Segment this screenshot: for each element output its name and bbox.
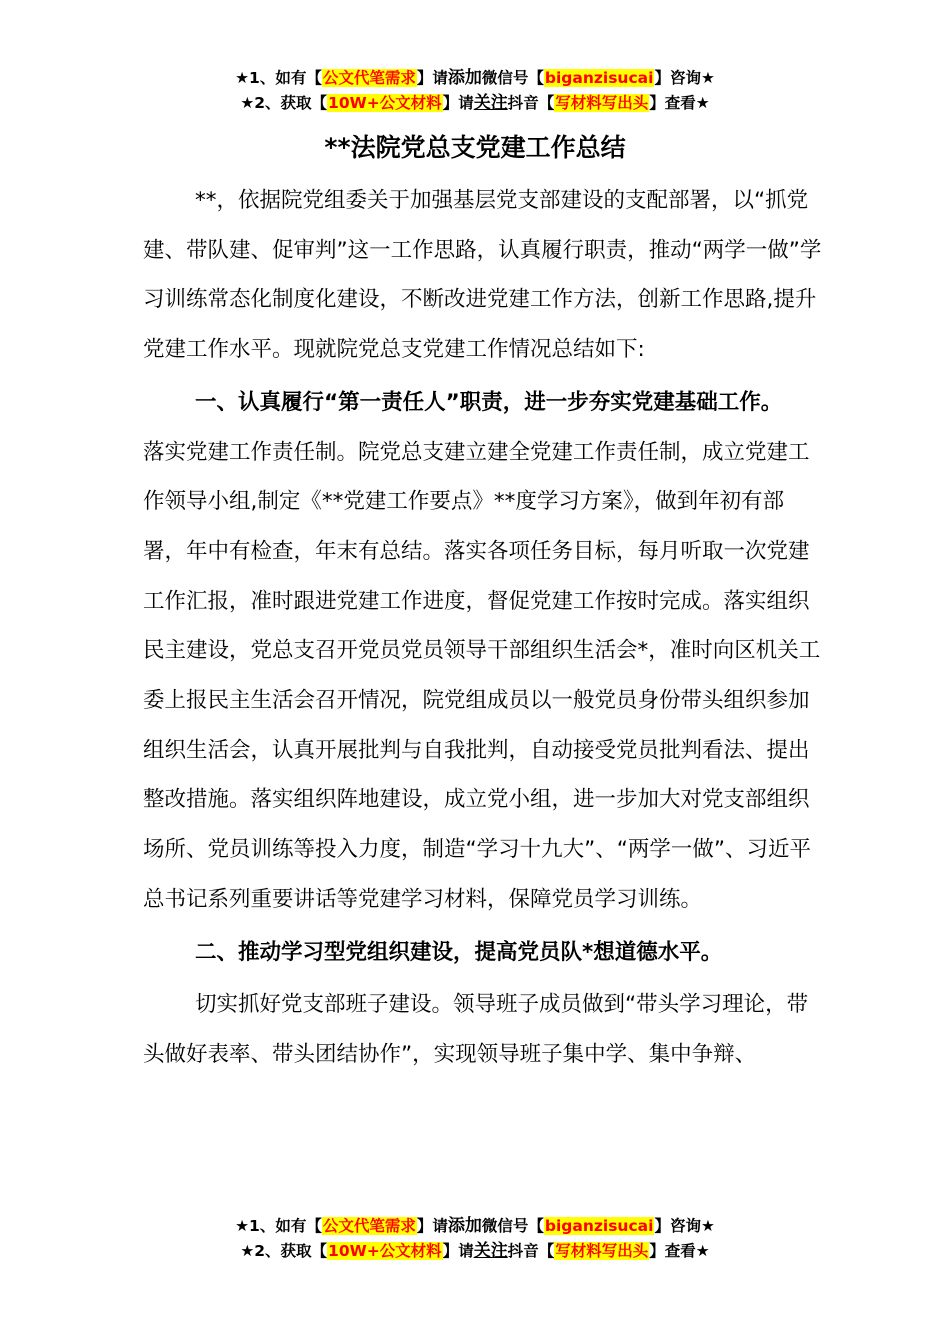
promo-emphasis: 添加 [447,1216,482,1236]
promo-text: 抖音【 [507,94,555,112]
promo-text: ★1、如有【 [235,69,322,87]
promo-highlight: 公文代笔需求 [322,1217,416,1235]
promo-text: 】咨询★ [654,69,715,87]
document-title: **法院党总支党建工作总结 [324,133,626,162]
promo-banner-top [0,66,950,116]
promo-text: 抖音【 [507,1242,555,1260]
promo-text: 】请 [442,1242,474,1260]
promo-text: ★2、获取【 [240,1242,328,1260]
promo-text: 】请 [416,69,448,87]
section-heading-2: 二、推动学习型党组织建设，提高党员队*想道德水平。 [195,939,723,965]
promo-text: 】查看★ [649,94,710,112]
promo-banner-bottom [0,1214,950,1264]
promo-text: 微信号【 [481,1217,544,1235]
wechat-id-highlight: biganzisucai [544,1217,654,1235]
wechat-id-highlight: biganzisucai [544,69,654,87]
promo-line-2 [0,91,950,116]
douyin-id-highlight: 写材料写出头 [555,94,649,112]
promo-emphasis: 关注 [473,1241,508,1261]
promo-highlight: 10W+公文材料 [328,1242,442,1260]
promo-highlight: 公文代笔需求 [322,69,416,87]
section-heading-1: 一、认真履行“第一责任人”职责，进一步夯实党建基础工作。 [195,389,783,415]
section-2-paragraph: 切实抓好党支部班子建设。领导班子成员做到“带头学习理论，带头做好表率、带头团结协作”，实现领导班子集中学、集中争辩、 [143,992,809,1067]
promo-highlight: 10W+公文材料 [328,94,442,112]
douyin-id-highlight: 写材料写出头 [555,1242,649,1260]
promo-text: 】咨询★ [654,1217,715,1235]
promo-text: ★1、如有【 [235,1217,322,1235]
section-1-paragraph: 落实党建工作责任制。院党总支建立建全党建工作责任制，成立党建工作领导小组,制定《**党建工作要点》**度学习方案》，做到年初有部署，年中有检查，年末有总结。落实各项任务目标，每月听取一次党建工作汇报，准时跟进党建工作进度，督促党建工作按时完成。落实组织民主建设，党总支召开党员党员领导干部组织生活会*，准时向区机关工委上报民主生活会召开情况，院党组成员以一般党员身份带头组织参加组织生活会，认真开展批判与自我批判，自动接受党员批判看法、提出整改措施。落实组织阵地建设，成立党小组，进一步加大对党支部组织场所、党员训练等投入力度，制造“学习十九大”、“两学一做”、习近平总书记系列重要讲话等党建学习材料，保障党员学习训练。 [143,439,821,912]
promo-text: 】请 [442,94,474,112]
promo-emphasis: 添加 [447,68,482,88]
promo-text: 微信号【 [481,69,544,87]
promo-text: 】查看★ [649,1242,710,1260]
intro-paragraph: **，依据院党组委关于加强基层党支部建设的支配部署，以“抓党建、带队建、促审判”这一工作思路，认真履行职责，推动“两学一做”学习训练常态化制度化建设，不断改进党建工作方法，创新工作思路,提升党建工作水平。现就院党总支党建工作情况总结如下: [143,188,822,363]
document-body [143,176,823,1080]
promo-text: ★2、获取【 [240,94,328,112]
promo-line-2 [0,1239,950,1264]
promo-line-1 [0,1214,950,1239]
promo-text: 】请 [416,1217,448,1235]
promo-emphasis: 关注 [473,93,508,113]
promo-line-1 [0,66,950,91]
